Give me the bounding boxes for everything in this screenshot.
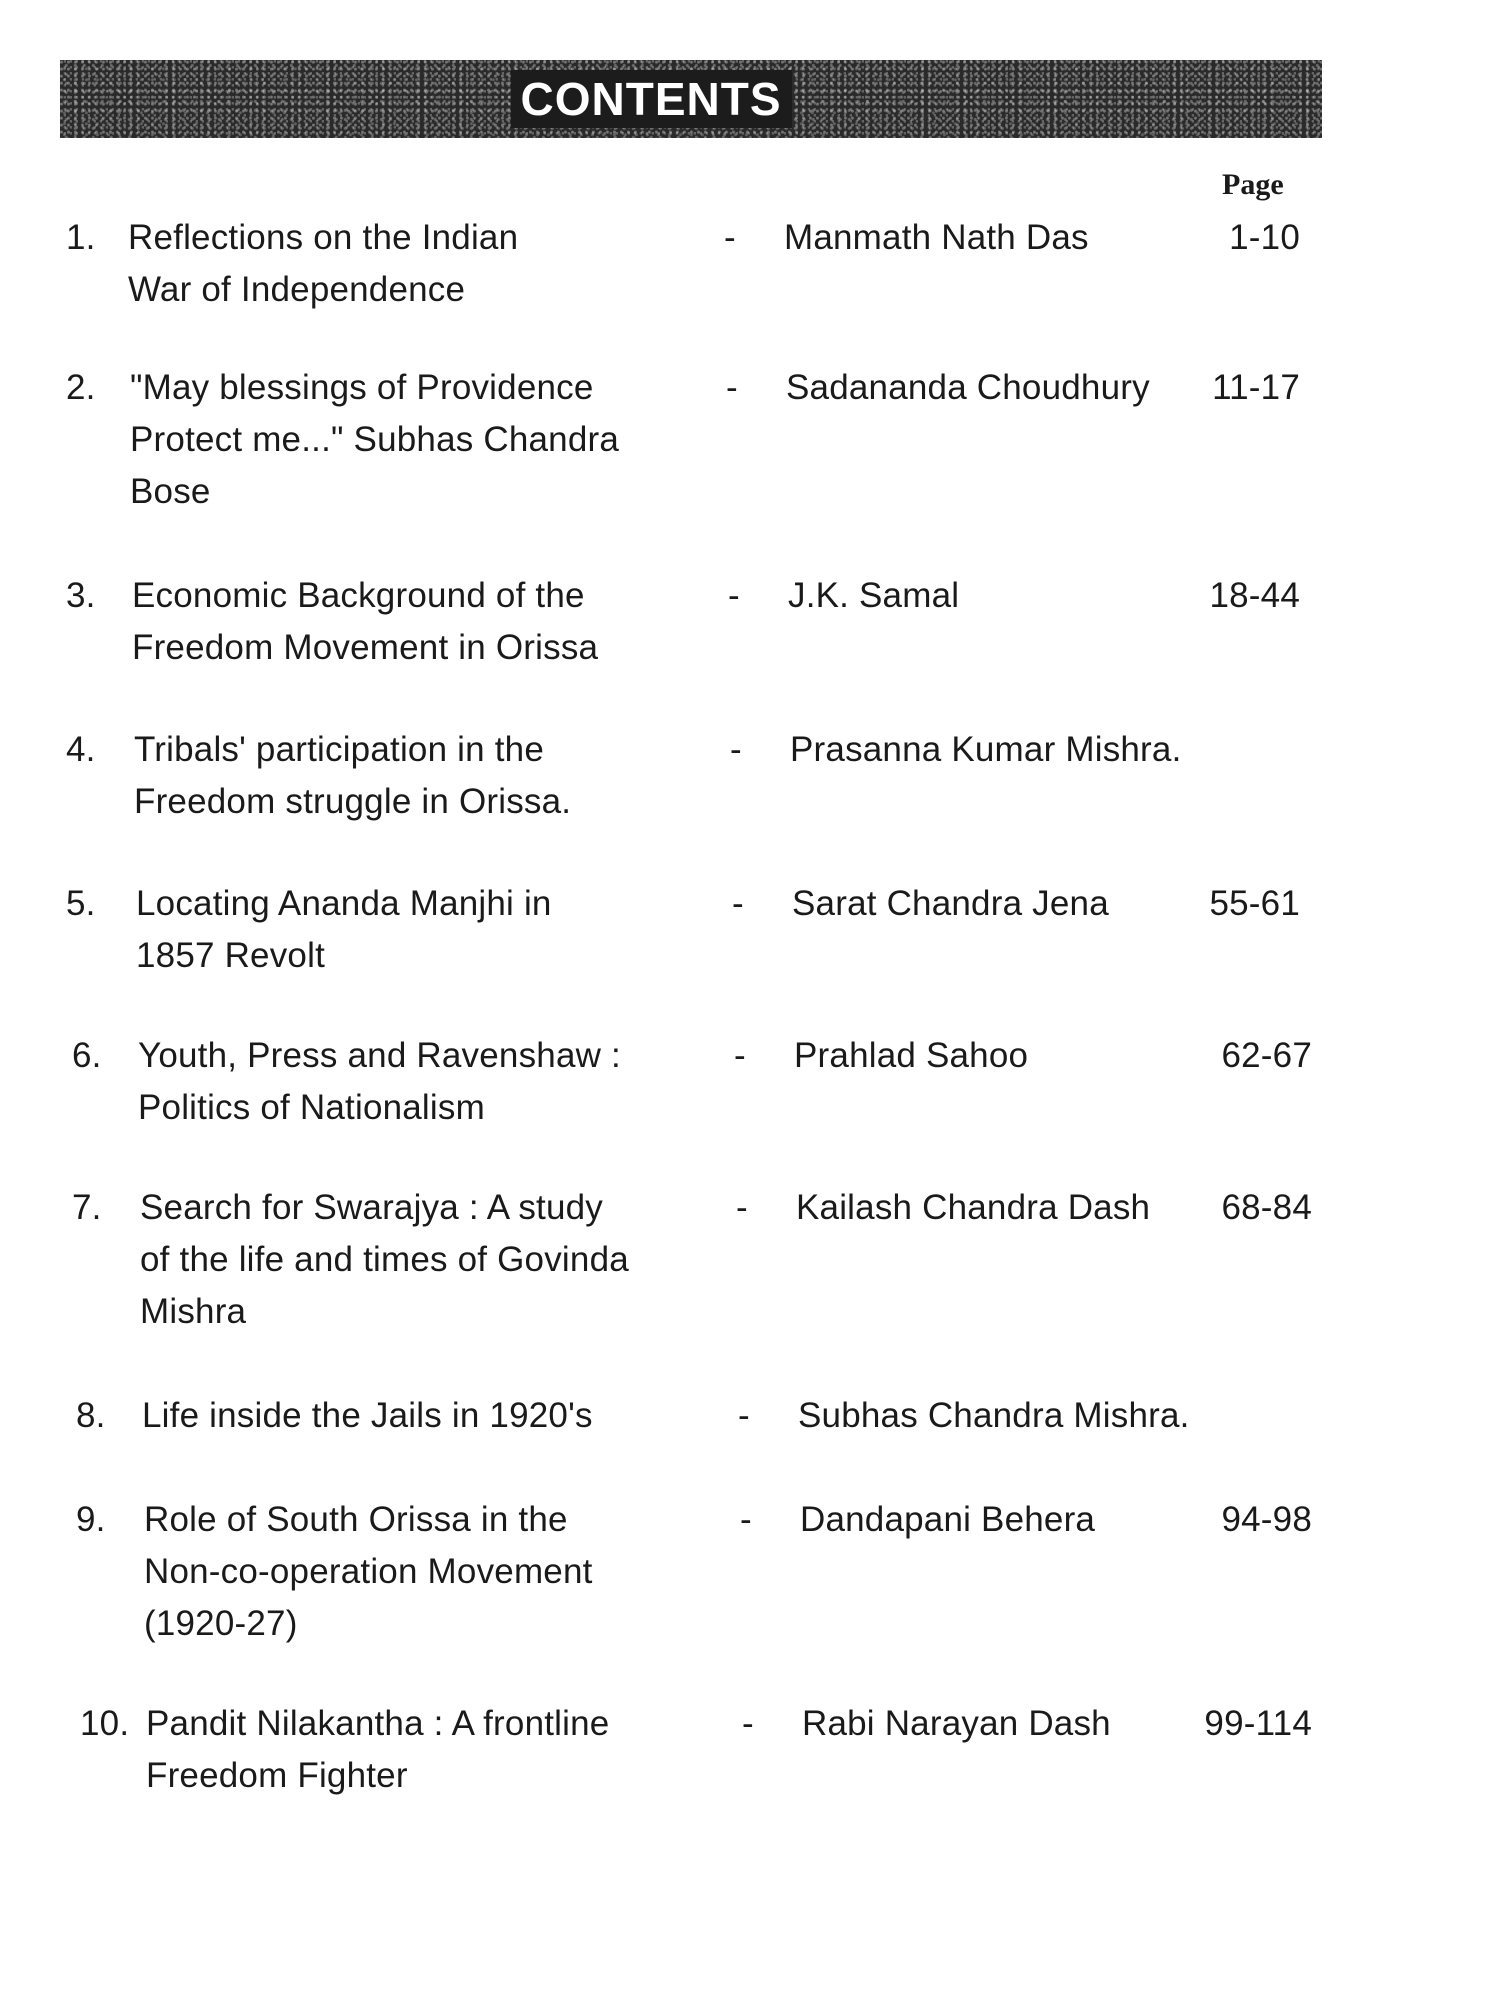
entry-separator: - [732, 884, 744, 923]
entry-title [146, 1698, 706, 1802]
contents-title: CONTENTS [511, 70, 792, 128]
entry-separator: - [730, 730, 742, 769]
entry-page-range: 62-67 [1221, 1036, 1312, 1075]
entry-author: Rabi Narayan Dash [802, 1704, 1111, 1743]
entry-author: Sadananda Choudhury [786, 368, 1150, 407]
entry-author: Prahlad Sahoo [794, 1036, 1029, 1075]
entry-separator: - [734, 1036, 746, 1075]
entry-title-line: Bose [130, 472, 211, 511]
entry-number: 10. [80, 1704, 130, 1743]
entry-title-line: Tribals' participation in the [134, 730, 544, 769]
entry-number: 6. [72, 1036, 102, 1075]
entry-separator: - [726, 368, 738, 407]
page-column-header: Page [1222, 168, 1284, 201]
entry-number: 1. [66, 218, 96, 257]
entry-author: Sarat Chandra Jena [792, 884, 1109, 923]
entry-title-line: Mishra [140, 1292, 247, 1331]
entry-author: Subhas Chandra Mishra. [798, 1396, 1190, 1435]
entry-title-line: Economic Background of the [132, 576, 585, 615]
entry-page-range: 99-114 [1204, 1704, 1312, 1743]
entry-page-range: 55-61 [1209, 884, 1300, 923]
entry-title-line: of the life and times of Govinda [140, 1240, 629, 1279]
entry-number: 2. [66, 368, 96, 407]
entry-title-line: Reflections on the Indian [128, 218, 519, 257]
entry-page-range: 11-17 [1212, 368, 1300, 407]
entry-title-line: Life inside the Jails in 1920's [142, 1396, 593, 1435]
entry-title-line: Freedom struggle in Orissa. [134, 782, 572, 821]
entry-page-range: 94-98 [1221, 1500, 1312, 1539]
contents-banner [60, 60, 1322, 138]
entry-number: 9. [76, 1500, 106, 1539]
entry-title-line: Pandit Nilakantha : A frontline [146, 1704, 610, 1743]
entry-number: 8. [76, 1396, 106, 1435]
entry-title-line: Freedom Movement in Orissa [132, 628, 599, 667]
entry-separator: - [742, 1704, 754, 1743]
entry-title [136, 878, 696, 982]
entry-title [140, 1182, 700, 1338]
entry-number: 5. [66, 884, 96, 923]
entry-title-line: Locating Ananda Manjhi in [136, 884, 552, 923]
entry-title [134, 724, 694, 828]
entry-author: Prasanna Kumar Mishra. [790, 730, 1182, 769]
entry-title-line: Politics of Nationalism [138, 1088, 485, 1127]
entry-title-line: Youth, Press and Ravenshaw : [138, 1036, 621, 1075]
entry-title [128, 212, 688, 316]
entry-separator: - [728, 576, 740, 615]
entry-title-line: Freedom Fighter [146, 1756, 408, 1795]
entry-separator: - [738, 1396, 750, 1435]
entry-title-line: Search for Swarajya : A study [140, 1188, 603, 1227]
entry-title-line: (1920-27) [144, 1604, 298, 1643]
entry-page-range: 1-10 [1229, 218, 1300, 257]
entry-title-line: "May blessings of Providence [130, 368, 594, 407]
entry-separator: - [736, 1188, 748, 1227]
entry-separator: - [724, 218, 736, 257]
entry-title-line: War of Independence [128, 270, 466, 309]
entry-title [130, 362, 690, 518]
entry-title [144, 1494, 704, 1650]
entry-title-line: Role of South Orissa in the [144, 1500, 568, 1539]
entry-author: J.K. Samal [788, 576, 960, 615]
entry-title [142, 1390, 702, 1442]
entry-page-range: 18-44 [1209, 576, 1300, 615]
entry-page-range: 68-84 [1221, 1188, 1312, 1227]
entry-author: Manmath Nath Das [784, 218, 1089, 257]
entry-number: 7. [72, 1188, 102, 1227]
entry-number: 3. [66, 576, 96, 615]
entry-title [138, 1030, 698, 1134]
entry-author: Dandapani Behera [800, 1500, 1096, 1539]
entry-title-line: Non-co-operation Movement [144, 1552, 593, 1591]
entry-title [132, 570, 692, 674]
entry-separator: - [740, 1500, 752, 1539]
entry-author: Kailash Chandra Dash [796, 1188, 1151, 1227]
entry-title-line: Protect me..." Subhas Chandra [130, 420, 620, 459]
entry-number: 4. [66, 730, 96, 769]
entry-title-line: 1857 Revolt [136, 936, 325, 975]
